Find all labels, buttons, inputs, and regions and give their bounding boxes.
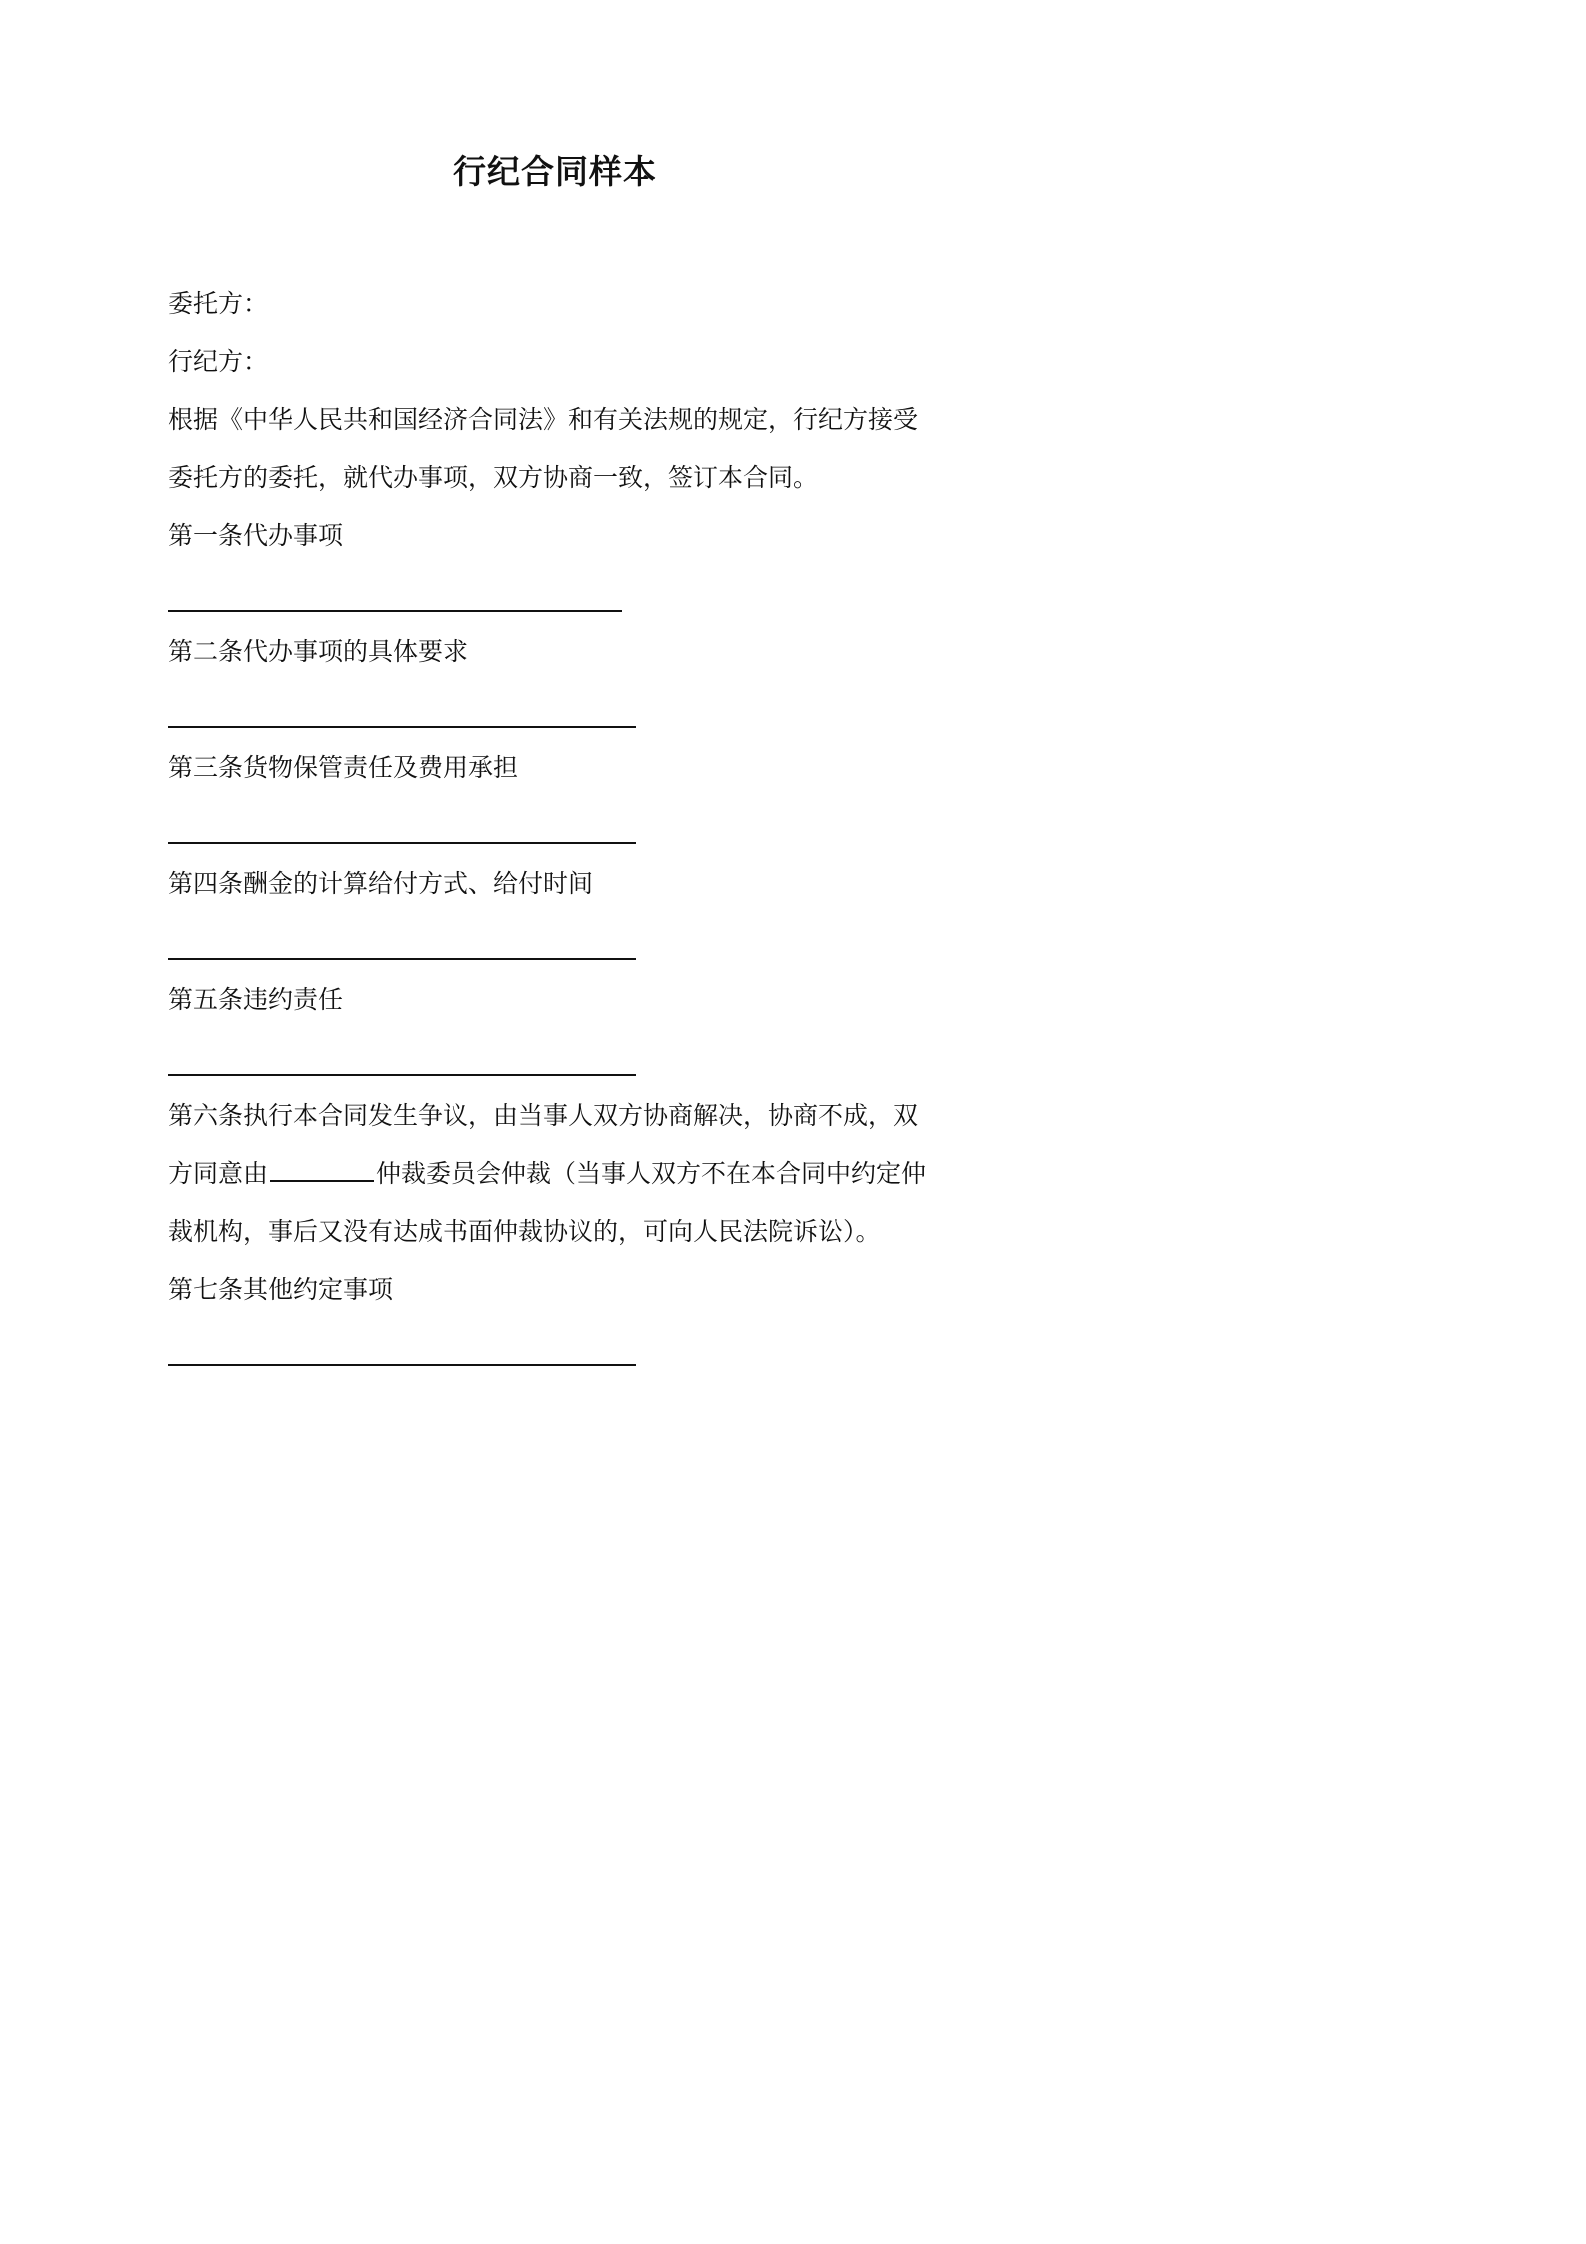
preamble-line-2: 委托方的委托，就代办事项，双方协商一致，签订本合同。 bbox=[168, 463, 819, 492]
article-6-line-2-end: 仲裁委员会仲裁（当事人双方不在本合同中约定仲 bbox=[376, 1159, 927, 1188]
article-3-blank-line bbox=[168, 842, 636, 844]
article-3-heading: 第三条货物保管责任及费用承担 bbox=[168, 753, 519, 782]
article-7-blank-line bbox=[168, 1364, 636, 1366]
article-7-heading: 第七条其他约定事项 bbox=[168, 1275, 394, 1304]
article-6-line-2 bbox=[168, 1156, 926, 1192]
page-title: 行纪合同样本 bbox=[453, 152, 657, 191]
party-agent-label: 行纪方： bbox=[168, 347, 269, 376]
preamble-line-1: 根据《中华人民共和国经济合同法》和有关法规的规定，行纪方接受 bbox=[168, 405, 919, 434]
article-4-blank-line bbox=[168, 958, 636, 960]
article-2-heading: 第二条代办事项的具体要求 bbox=[168, 637, 469, 666]
article-6-line-1: 第六条执行本合同发生争议，由当事人双方协商解决，协商不成，双 bbox=[168, 1101, 919, 1130]
party-client-label: 委托方： bbox=[168, 289, 269, 318]
article-6-line-2-start: 方同意由 bbox=[168, 1159, 269, 1188]
article-5-blank-line bbox=[168, 1074, 636, 1076]
arbitration-committee-blank bbox=[270, 1156, 374, 1182]
article-1-blank-line bbox=[168, 610, 622, 612]
article-2-blank-line bbox=[168, 726, 636, 728]
article-1-heading: 第一条代办事项 bbox=[168, 521, 344, 550]
article-4-heading: 第四条酬金的计算给付方式、给付时间 bbox=[168, 869, 594, 898]
article-5-heading: 第五条违约责任 bbox=[168, 985, 344, 1014]
article-6-line-3: 裁机构，事后又没有达成书面仲裁协议的，可向人民法院诉讼）。 bbox=[168, 1217, 881, 1246]
